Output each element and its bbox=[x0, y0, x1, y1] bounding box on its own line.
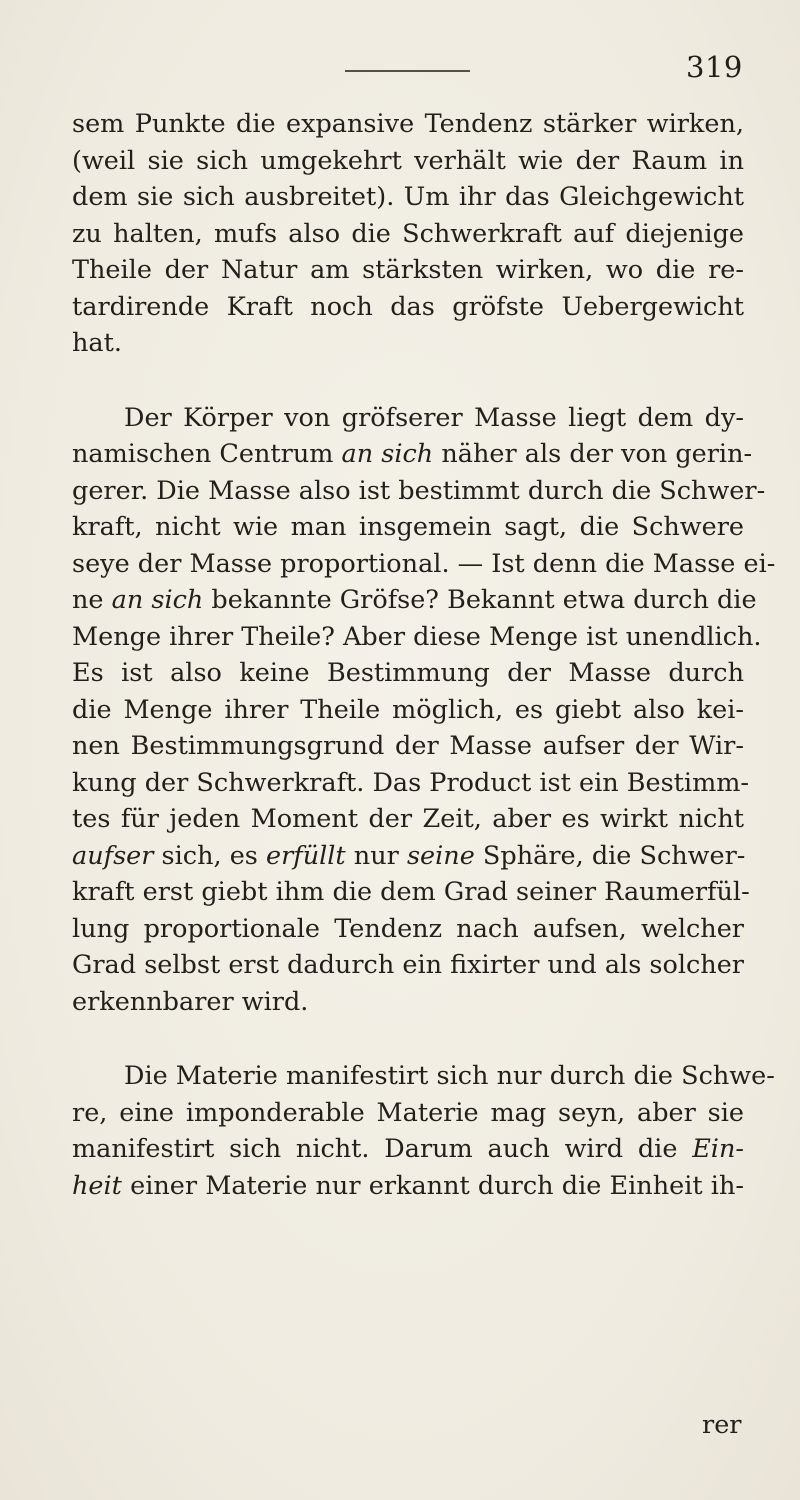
text-line: lung proportionale Tendenz nach aufsen, welcher bbox=[72, 913, 744, 944]
text-line: erkennbarer wird. bbox=[72, 986, 309, 1017]
header-rule bbox=[345, 70, 470, 72]
text-line: (weil sie sich umgekehrt verhält wie der Raum in bbox=[72, 145, 744, 176]
text-line: ne an sich bekannte Gröfse? Bekannt etwa durch die bbox=[72, 585, 757, 615]
text-line: Grad selbst erst dadurch ein fixirter und als solcher bbox=[72, 950, 744, 980]
text-line: gerer. Die Masse also ist bestimmt durch die Schwer- bbox=[72, 475, 766, 506]
text-line: Theile der Natur am stärksten wirken, wo die re- bbox=[72, 255, 744, 285]
text-line: nen Bestimmungsgrund der Masse aufser der Wir- bbox=[72, 731, 744, 761]
text-line: die Menge ihrer Theile möglich, es giebt also kei- bbox=[72, 694, 744, 725]
paragraph-1 bbox=[72, 106, 744, 362]
text-line: re, eine imponderable Materie mag seyn, aber sie bbox=[72, 1097, 744, 1128]
text-line: seye der Masse proportional. — Ist denn die Masse ei- bbox=[72, 548, 776, 579]
text-line: zu halten, mufs also die Schwerkraft auf diejenige bbox=[72, 218, 744, 249]
page-number: 319 bbox=[686, 50, 743, 84]
paragraph-2 bbox=[72, 400, 776, 1021]
text-line: Es ist also keine Bestimmung der Masse durch bbox=[72, 658, 744, 688]
text-line: Menge ihrer Theile? Aber diese Menge ist unendlich. bbox=[72, 621, 762, 652]
text-line: namischen Centrum an sich näher als der von gerin- bbox=[72, 439, 753, 469]
text-line: kung der Schwerkraft. Das Product ist ein Bestimm- bbox=[72, 767, 750, 798]
text-line: heit einer Materie nur erkannt durch die Einheit ih- bbox=[72, 1170, 744, 1201]
text-line: Der Körper von gröfserer Masse liegt dem dy- bbox=[124, 402, 744, 433]
text-line: kraft, nicht wie man insgemein sagt, die Schwere bbox=[72, 512, 744, 542]
text-line: kraft erst giebt ihm die dem Grad seiner Raumerfül- bbox=[72, 877, 750, 907]
catchword: rer bbox=[702, 1410, 742, 1440]
paragraph-3 bbox=[72, 1058, 775, 1204]
text-line: dem sie sich ausbreitet). Um ihr das Gleichgewicht bbox=[72, 182, 744, 212]
text-line: Die Materie manifestirt sich nur durch die Schwe- bbox=[124, 1061, 775, 1091]
body-text bbox=[72, 106, 776, 1204]
text-line: manifestirt sich nicht. Darum auch wird die Ein- bbox=[72, 1134, 744, 1164]
text-line: tes für jeden Moment der Zeit, aber es wirkt nicht bbox=[72, 804, 744, 834]
text-line: sem Punkte die expansive Tendenz stärker wirken, bbox=[72, 109, 744, 139]
text-line: aufser sich, es erfüllt nur seine Sphäre, die Schwer- bbox=[72, 840, 746, 871]
text-line: hat. bbox=[72, 328, 122, 358]
text-line: tardirende Kraft noch das gröfste Uebergewicht bbox=[72, 291, 744, 322]
